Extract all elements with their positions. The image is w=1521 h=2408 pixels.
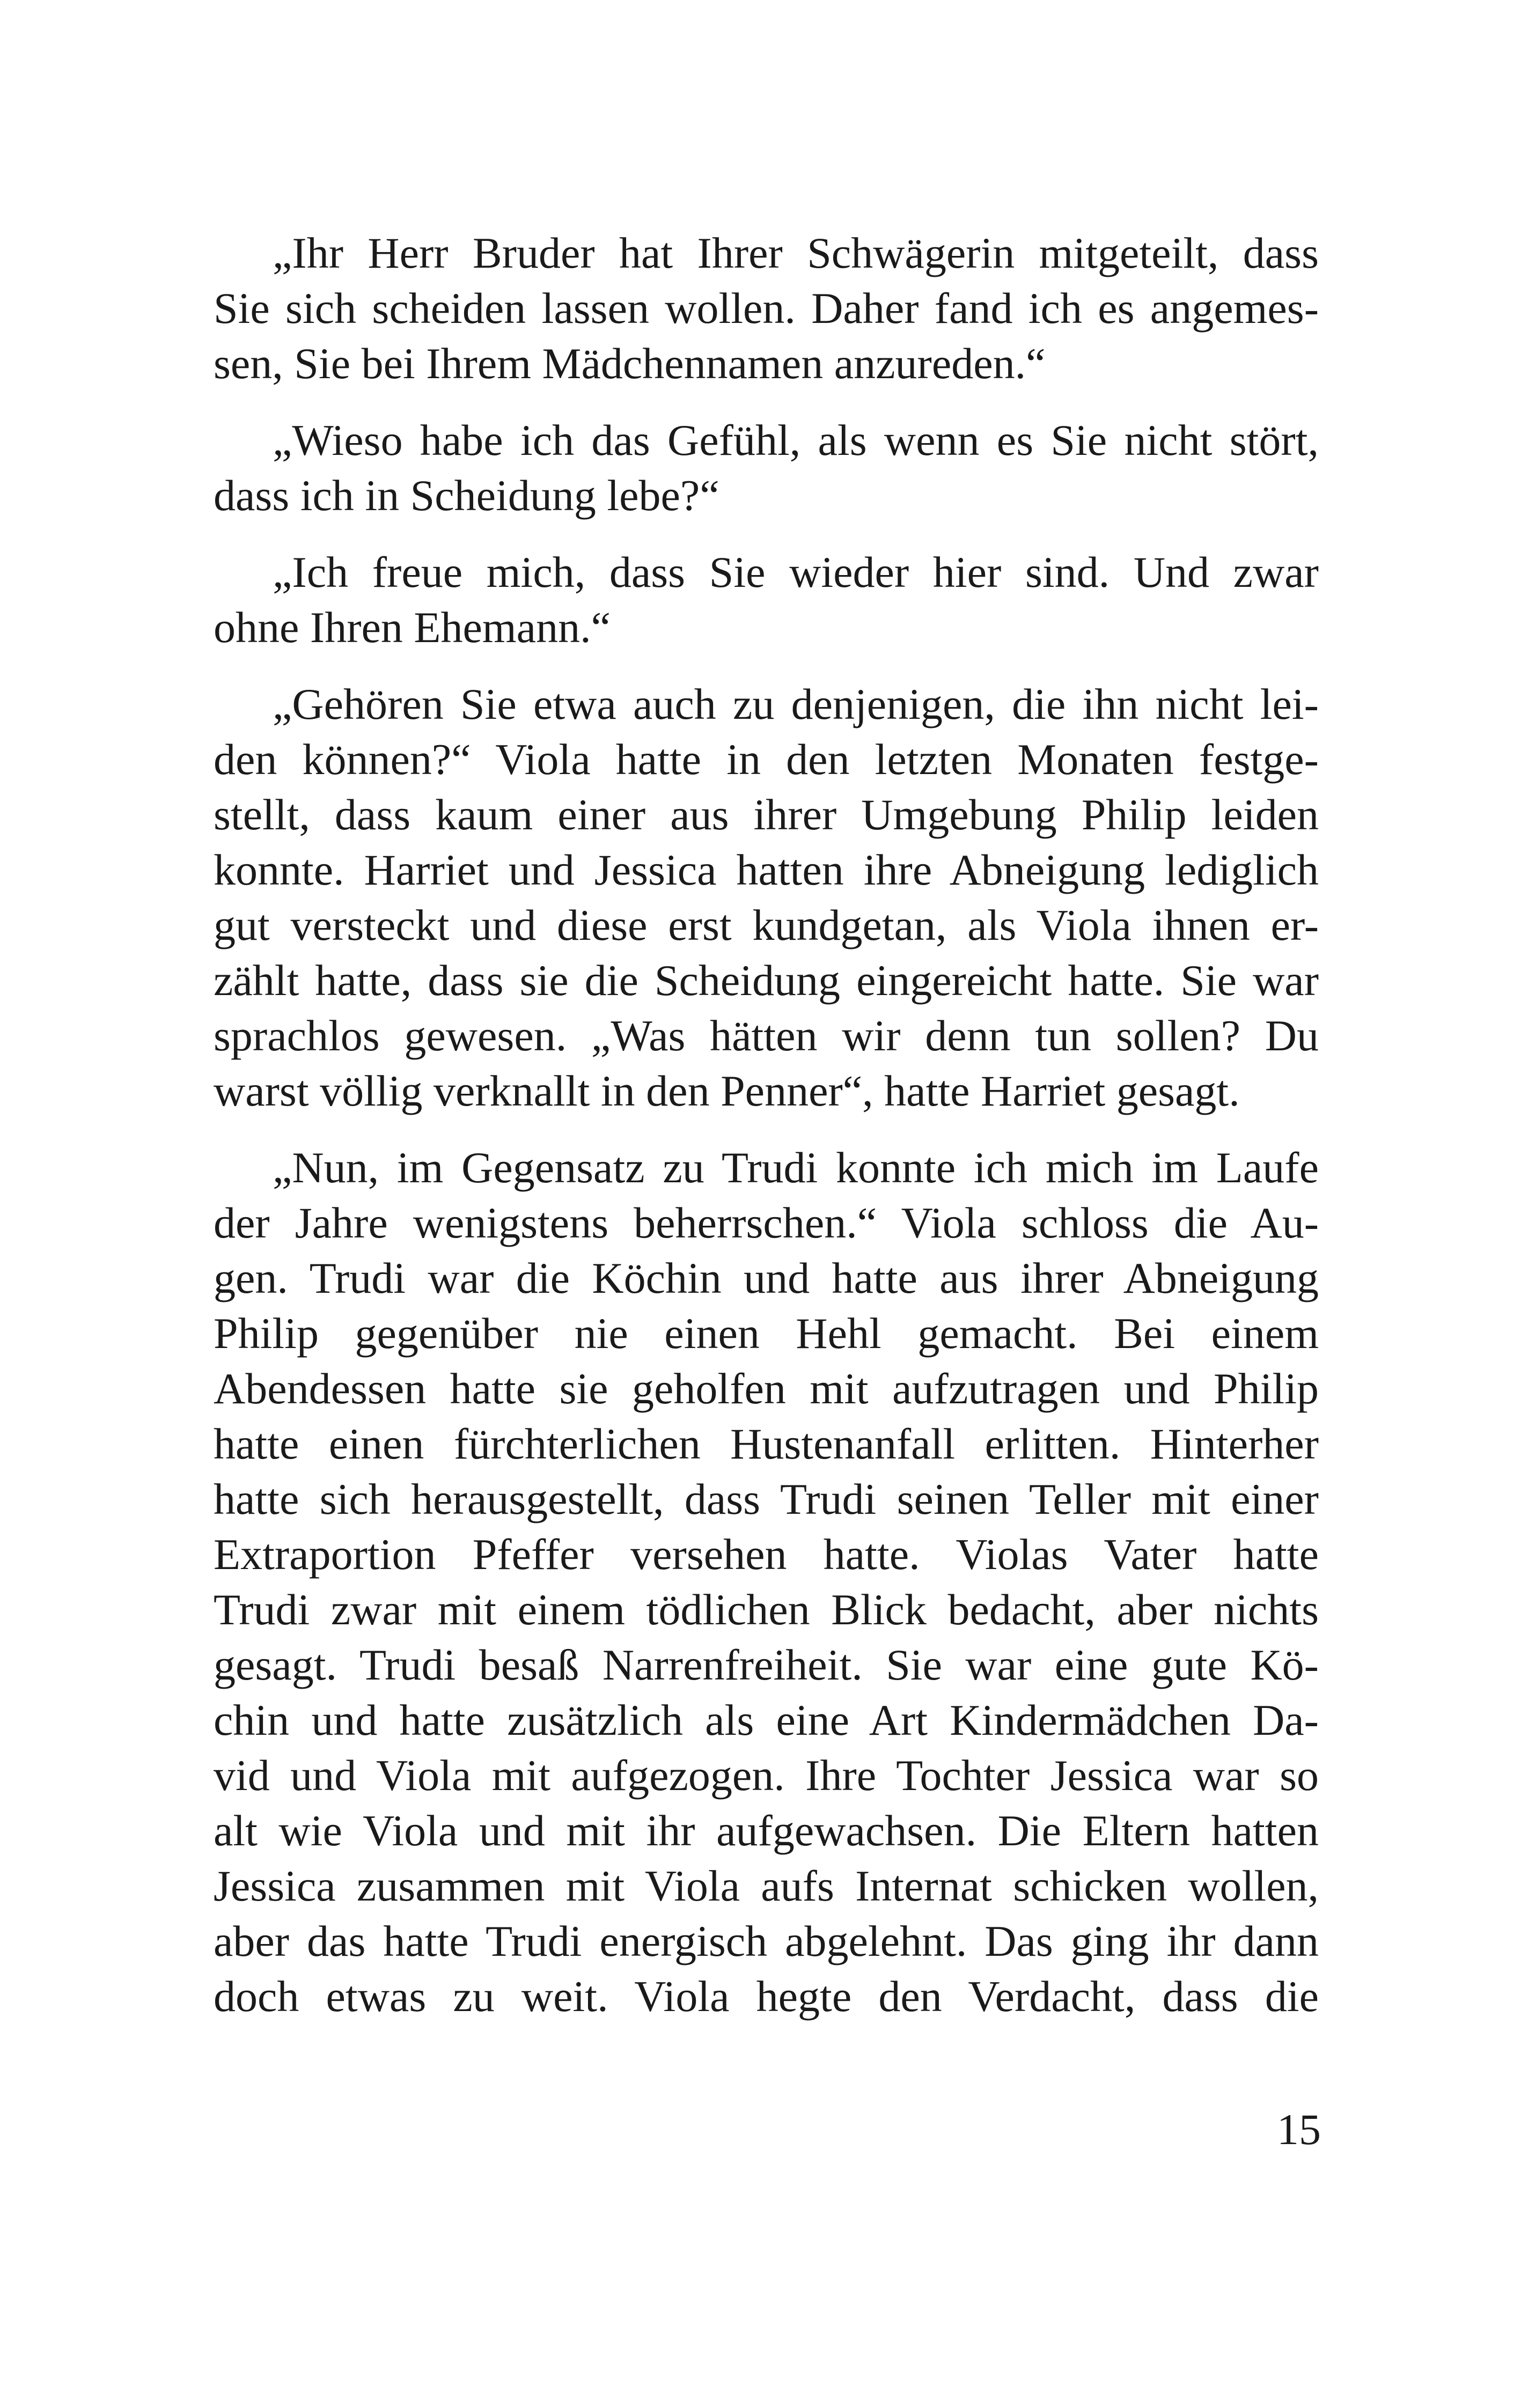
paragraph	[214, 544, 1319, 655]
text-line: gesagt. Trudi besaß Narrenfreiheit. Sie war eine gute Kö-	[214, 1640, 1319, 1689]
paragraph	[214, 225, 1319, 391]
paragraph	[214, 1140, 1319, 2024]
text-line: Abendessen hatte sie geholfen mit aufzutragen und Philip	[214, 1364, 1319, 1413]
paragraph	[214, 676, 1319, 1118]
text-line: doch etwas zu weit. Viola hegte den Verdacht, dass die	[214, 1972, 1319, 2021]
text-line: Jessica zusammen mit Viola aufs Internat schicken wollen,	[214, 1861, 1319, 1910]
text-line: zählt hatte, dass sie die Scheidung eingereicht hatte. Sie war	[214, 956, 1319, 1005]
text-line: gut versteckt und diese erst kundgetan, als Viola ihnen er-	[214, 901, 1319, 949]
text-line: „Wieso habe ich das Gefühl, als wenn es Sie nicht stört,	[273, 416, 1319, 465]
text-line: ohne Ihren Ehemann.“	[214, 603, 611, 652]
text-line: „Gehören Sie etwa auch zu denjenigen, die ihn nicht lei-	[273, 680, 1319, 728]
text-line: chin und hatte zusätzlich als eine Art Kindermädchen Da-	[214, 1696, 1319, 1744]
text-line: alt wie Viola und mit ihr aufgewachsen. Die Eltern hatten	[214, 1806, 1319, 1855]
text-line: Trudi zwar mit einem tödlichen Blick bedacht, aber nichts	[214, 1585, 1319, 1634]
text-line: warst völlig verknallt in den Penner“, hatte Harriet gesagt.	[214, 1066, 1240, 1115]
text-line: „Ich freue mich, dass Sie wieder hier sind. Und zwar	[273, 548, 1319, 597]
text-line: stellt, dass kaum einer aus ihrer Umgebung Philip leiden	[214, 790, 1319, 839]
text-line: sprachlos gewesen. „Was hätten wir denn tun sollen? Du	[214, 1011, 1319, 1060]
text-line: den können?“ Viola hatte in den letzten Monaten festge-	[214, 735, 1319, 784]
text-line: „Ihr Herr Bruder hat Ihrer Schwägerin mitgeteilt, dass	[273, 229, 1319, 277]
text-line: sen, Sie bei Ihrem Mädchennamen anzureden.“	[214, 339, 1046, 388]
text-line: Extraportion Pfeffer versehen hatte. Violas Vater hatte	[214, 1530, 1319, 1579]
text-line: gen. Trudi war die Köchin und hatte aus ihrer Abneigung	[214, 1254, 1319, 1302]
text-line: hatte einen fürchterlichen Hustenanfall erlitten. Hinterher	[214, 1419, 1319, 1468]
text-line: „Nun, im Gegensatz zu Trudi konnte ich mich im Laufe	[273, 1143, 1319, 1192]
text-line: aber das hatte Trudi energisch abgelehnt. Das ging ihr dann	[214, 1917, 1319, 1965]
body-text	[214, 225, 1319, 2045]
text-line: der Jahre wenigstens beherrschen.“ Viola schloss die Au-	[214, 1198, 1319, 1247]
text-line: vid und Viola mit aufgezogen. Ihre Tochter Jessica war so	[214, 1751, 1319, 1800]
page-number: 15	[1277, 2105, 1321, 2154]
text-line: hatte sich herausgestellt, dass Trudi seinen Teller mit einer	[214, 1475, 1319, 1523]
paragraph	[214, 413, 1319, 523]
text-line: Sie sich scheiden lassen wollen. Daher fand ich es angemes-	[214, 284, 1319, 333]
text-line: dass ich in Scheidung lebe?“	[214, 471, 719, 520]
text-line: konnte. Harriet und Jessica hatten ihre Abneigung lediglich	[214, 845, 1319, 894]
text-line: Philip gegenüber nie einen Hehl gemacht. Bei einem	[214, 1309, 1319, 1358]
